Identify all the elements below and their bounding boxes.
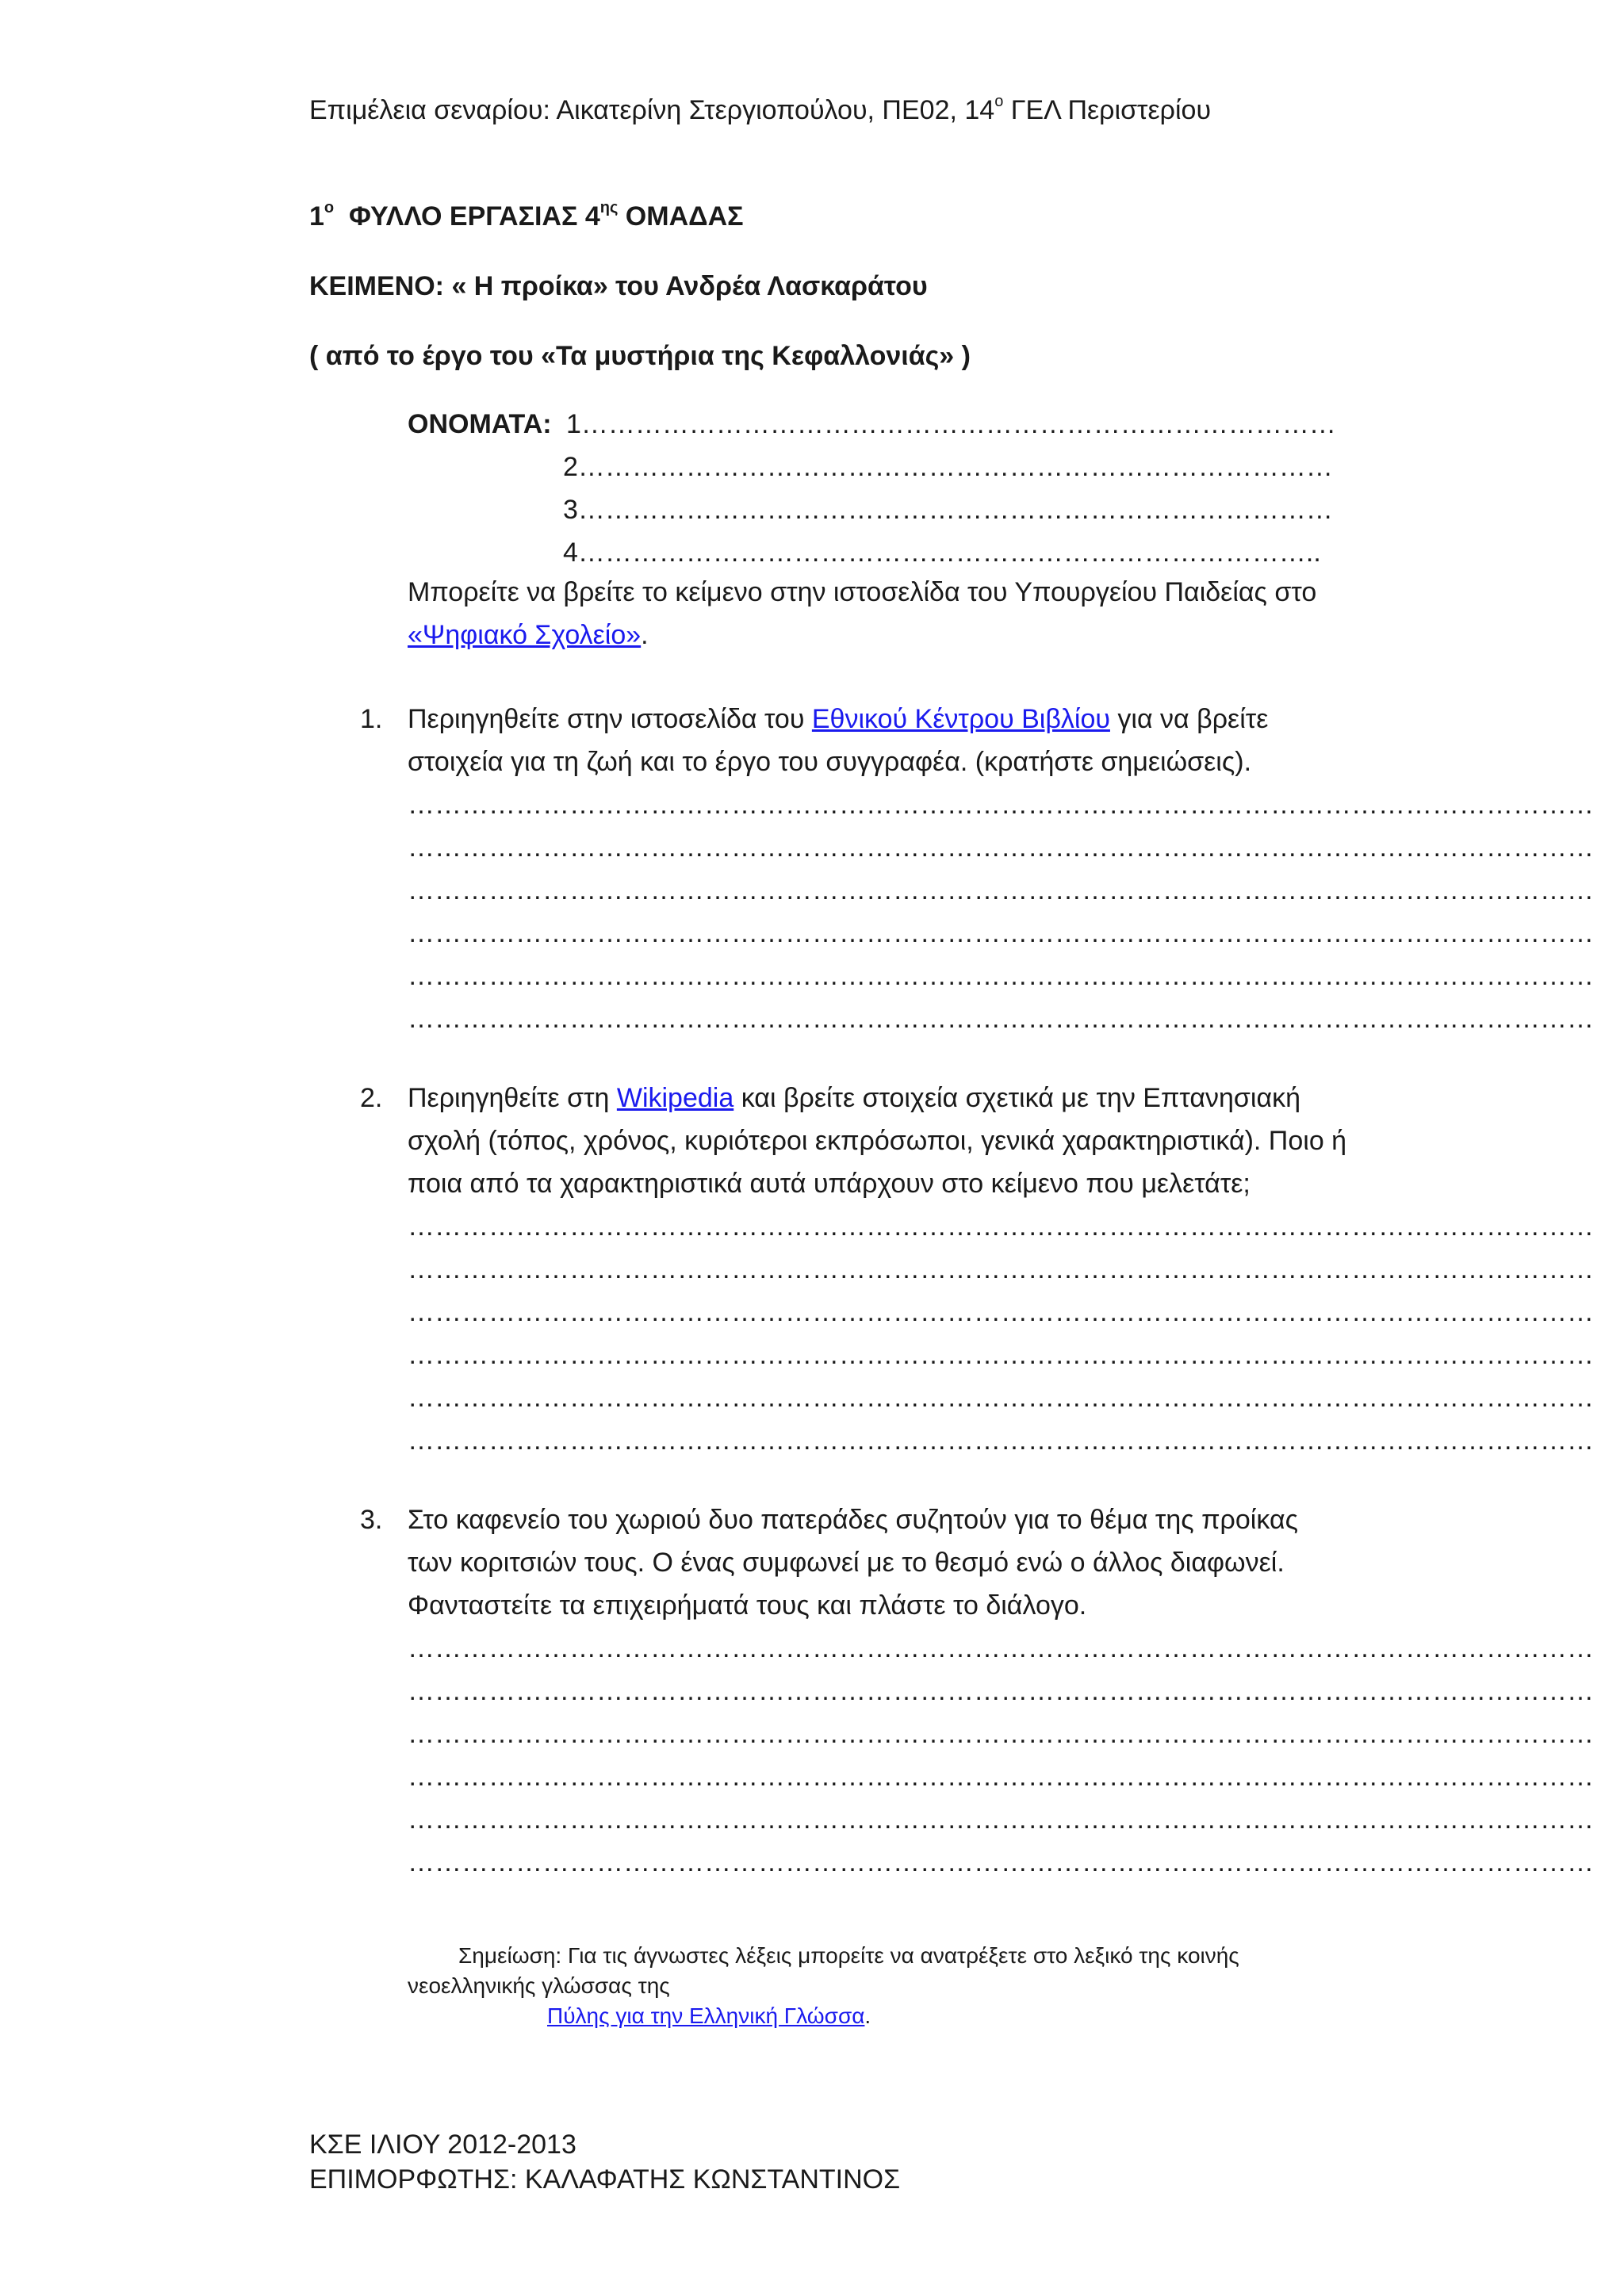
worksheet-title: $1^o$ ΦΥΛΛΟ ΕΡΓΑΣΙΑΣ $4^{\eta\varsigma}$ ΟΜΑΔΑΣ	[309, 199, 744, 232]
question-1-line-1: Περιηγηθείτε στην ιστοσελίδα του Εθνικού Κέντρου Βιβλίου για να βρείτε	[408, 704, 1269, 734]
note-line-1: Σημείωση: Για τις άγνωστες λέξεις μπορείτε να ανατρέξετε στο λεξικό της κοινής	[458, 1943, 1239, 1968]
note-link-line: Πύλης για την Ελληνική Γλώσσα.	[547, 2003, 871, 2028]
answer-line[interactable]: ……………………………………………………………………………………………………………………	[408, 1211, 1594, 1242]
answer-line[interactable]: ……………………………………………………………………………………………………………………	[408, 961, 1594, 991]
name-line-4: 4………………………………………………………………………..	[563, 538, 1321, 568]
question-3-line-3: Φανταστείτε τα επιχειρήματά τους και πλάστε το διάλογο.	[408, 1590, 1087, 1621]
intro-line: Μπορείτε να βρείτε το κείμενο στην ιστοσελίδα του Υπουργείου Παιδείας στο	[408, 577, 1317, 607]
note-line-2: νεοελληνικής γλώσσας της	[408, 1973, 670, 1998]
name-line-1: 1…………………………………………………………………………	[566, 409, 1336, 439]
question-2-line-3: ποια από τα χαρακτηριστικά αυτά υπάρχουν στο κείμενο που μελετάτε;	[408, 1169, 1251, 1199]
answer-line[interactable]: ……………………………………………………………………………………………………………………	[408, 832, 1594, 863]
question-2-line-2: σχολή (τόπος, χρόνος, κυριότεροι εκπρόσωποι, γενικά χαρακτηριστικά). Ποιο ή	[408, 1126, 1347, 1156]
answer-line[interactable]: ……………………………………………………………………………………………………………………	[408, 1804, 1594, 1835]
greek-language-portal-link[interactable]: Πύλης για την Ελληνική Γλώσσα	[547, 2003, 865, 2028]
text-title-line: ΚΕΙΜΕΝΟ: « Η προίκα» του Ανδρέα Λασκαράτου	[309, 271, 928, 301]
answer-line[interactable]: ……………………………………………………………………………………………………………………	[408, 1254, 1594, 1284]
answer-line[interactable]: ……………………………………………………………………………………………………………………	[408, 1383, 1594, 1413]
question-3-line-1: Στο καφενείο του χωριού δυο πατεράδες συζητούν για το θέμα της προίκας	[408, 1505, 1298, 1535]
page-header: Επιμέλεια σεναρίου: Αικατερίνη Στεργιοπούλου, ΠΕ02, $14^o$ ΓΕΛ Περιστερίου	[309, 93, 1212, 125]
footer-line-2: ΕΠΙΜΟΡΦΩΤΗΣ: ΚΑΛΑΦΑΤΗΣ ΚΩΝΣΤΑΝΤΙΝΟΣ	[309, 2164, 901, 2195]
work-source-line: ( από το έργο του «Τα μυστήρια της Κεφαλλονιάς» )	[309, 341, 971, 371]
names-label: ΟΝΟΜΑΤΑ:	[408, 409, 552, 439]
answer-line[interactable]: ……………………………………………………………………………………………………………………	[408, 1425, 1594, 1456]
answer-line[interactable]: ……………………………………………………………………………………………………………………	[408, 1297, 1594, 1327]
digital-school-link[interactable]: «Ψηφιακό Σχολείο»	[408, 620, 642, 650]
national-book-centre-link[interactable]: Εθνικού Κέντρου Βιβλίου	[811, 704, 1110, 734]
wikipedia-link[interactable]: Wikipedia	[616, 1083, 734, 1113]
answer-line[interactable]: ……………………………………………………………………………………………………………………	[408, 1633, 1594, 1663]
answer-line[interactable]: ……………………………………………………………………………………………………………………	[408, 1762, 1594, 1792]
answer-line[interactable]: ……………………………………………………………………………………………………………………	[408, 1004, 1594, 1034]
answer-line[interactable]: ……………………………………………………………………………………………………………………	[408, 918, 1594, 948]
intro-link-line: «Ψηφιακό Σχολείο».	[408, 620, 649, 650]
answer-line[interactable]: ……………………………………………………………………………………………………………………	[408, 790, 1594, 820]
answer-line[interactable]: ……………………………………………………………………………………………………………………	[408, 1847, 1594, 1877]
name-line-2: 2…………………………………………………………………………	[563, 452, 1333, 482]
answer-line[interactable]: ……………………………………………………………………………………………………………………	[408, 1676, 1594, 1706]
question-2-number: 2.	[360, 1083, 383, 1113]
question-1-line-2: στοιχεία για τη ζωή και το έργο του συγγραφέα. (κρατήστε σημειώσεις).	[408, 747, 1252, 777]
answer-line[interactable]: ……………………………………………………………………………………………………………………	[408, 1340, 1594, 1370]
question-1-number: 1.	[360, 704, 383, 734]
answer-line[interactable]: ……………………………………………………………………………………………………………………	[408, 1719, 1594, 1749]
answer-line[interactable]: ……………………………………………………………………………………………………………………	[408, 875, 1594, 905]
name-line-3: 3…………………………………………………………………………	[563, 495, 1333, 525]
question-3-line-2: των κοριτσιών τους. Ο ένας συμφωνεί με το θεσμό ενώ ο άλλος διαφωνεί.	[408, 1548, 1285, 1578]
question-2-line-1: Περιηγηθείτε στη Wikipedia και βρείτε στοιχεία σχετικά με την Επτανησιακή	[408, 1083, 1301, 1113]
footer-line-1: ΚΣΕ ΙΛΙΟΥ 2012-2013	[309, 2130, 576, 2160]
question-3-number: 3.	[360, 1505, 383, 1535]
